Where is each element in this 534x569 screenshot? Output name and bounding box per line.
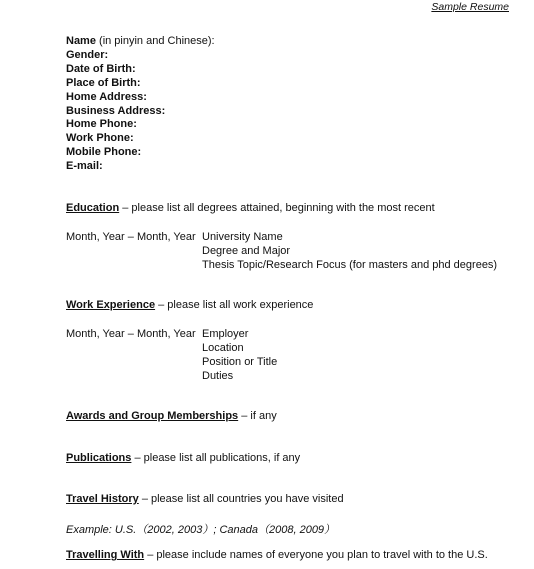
field-label: Date of Birth: — [66, 62, 136, 75]
work-line: Duties — [202, 370, 234, 382]
section-desc: – please list all countries you have visited — [138, 493, 344, 505]
field-label: Home Phone: — [66, 118, 137, 131]
field-place-of-birth — [66, 77, 215, 91]
field-email — [66, 160, 215, 174]
field-label: Mobile Phone: — [66, 146, 142, 159]
field-home-phone — [66, 118, 215, 132]
field-date-of-birth — [66, 63, 215, 77]
field-label: Work Phone: — [66, 132, 134, 145]
education-line: Thesis Topic/Research Focus (for masters and phd degrees) — [202, 259, 498, 271]
section-title: Publications — [66, 452, 132, 464]
field-label: Business Address: — [66, 104, 166, 117]
personal-fields — [66, 35, 215, 174]
field-business-address — [66, 105, 215, 119]
field-label: Place of Birth: — [66, 76, 141, 89]
field-gender — [66, 49, 215, 63]
education-dates: Month, Year – Month, Year — [66, 231, 196, 243]
field-name — [66, 35, 215, 49]
work-details — [202, 327, 277, 383]
field-label: Home Address: — [66, 90, 147, 103]
section-title: Travelling With — [66, 549, 145, 561]
section-desc: – if any — [238, 410, 277, 422]
publications-heading — [66, 452, 300, 464]
work-line: Location — [202, 342, 244, 354]
sample-resume-note: Sample Resume — [431, 1, 509, 13]
section-title: Awards and Group Memberships — [66, 410, 239, 422]
field-label: Name — [66, 35, 96, 47]
section-title: Work Experience — [66, 299, 156, 311]
travel-heading — [66, 493, 344, 505]
section-desc: – please include names of everyone you plan to travel with to the U.S. — [144, 549, 488, 561]
work-heading — [66, 299, 313, 311]
travel-example: Example: U.S.（2002, 2003）; Canada（2008, 2009） — [66, 524, 336, 536]
field-suffix: (in pinyin and Chinese): — [95, 35, 215, 47]
work-line: Position or Title — [202, 356, 278, 368]
section-title: Travel History — [66, 493, 139, 505]
section-desc: – please list all degrees attained, beginning with the most recent — [119, 202, 435, 214]
field-label: Gender: — [66, 48, 109, 61]
education-line: University Name — [202, 231, 283, 243]
education-heading — [66, 202, 435, 214]
travelling-with-heading — [66, 549, 488, 561]
field-home-address — [66, 91, 215, 105]
awards-heading — [66, 410, 277, 422]
work-dates: Month, Year – Month, Year — [66, 328, 196, 340]
field-label: E-mail: — [66, 160, 103, 173]
education-line: Degree and Major — [202, 245, 291, 257]
section-desc: – please list all work experience — [155, 299, 314, 311]
section-title: Education — [66, 202, 120, 214]
field-mobile-phone — [66, 146, 215, 160]
section-desc: – please list all publications, if any — [131, 452, 301, 464]
field-work-phone — [66, 132, 215, 146]
work-line: Employer — [202, 328, 249, 340]
education-details — [202, 230, 497, 272]
